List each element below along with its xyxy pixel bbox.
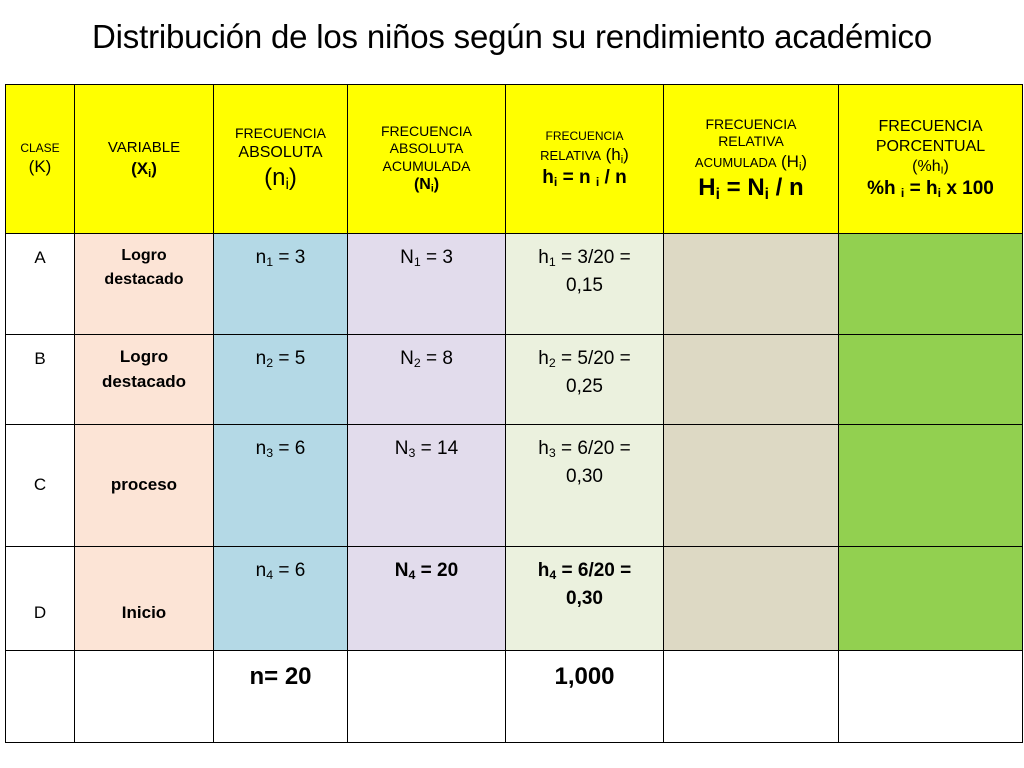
- porcentual-cell: [839, 234, 1023, 335]
- totals-row: [6, 651, 1023, 743]
- header-frecuencia-absoluta-acumulada: [348, 85, 506, 234]
- ni-cell: $n_4 = 6$: [214, 547, 348, 651]
- header-fr-l2: RELATIVA $(h_i)$: [540, 144, 629, 166]
- variable-line-1: Logro: [121, 247, 167, 264]
- total-n: n= 20: [214, 651, 348, 743]
- hi-cell: $h_3 = 6/20$ = 0,30: [506, 425, 664, 547]
- header-variable-symbol: $(X_i)$: [131, 158, 157, 180]
- Hi-cell: [664, 335, 839, 425]
- header-faa-l3: ACUMULADA: [382, 157, 471, 174]
- header-frecuencia-absoluta: [214, 85, 348, 234]
- hi-cell: $h_2 = 5/20$ = 0,25: [506, 335, 664, 425]
- variable-cell: [75, 335, 214, 425]
- hi-cell: $h_4 = 6/20$ = 0,30: [506, 547, 664, 651]
- clase-cell: B: [6, 335, 75, 425]
- hi-result: 0,25: [566, 375, 603, 397]
- hi-result: 0,30: [566, 465, 603, 487]
- header-frecuencia-relativa: [506, 85, 664, 234]
- header-fr-formula: $h_i = n$ $_i$ / n: [542, 166, 627, 189]
- Hi-cell: [664, 234, 839, 335]
- slide-title: Distribución de los niños según su rendimiento académico: [92, 18, 932, 55]
- ni-cell: $n_3 = 6$: [214, 425, 348, 547]
- header-fa-l1: FRECUENCIA: [234, 125, 326, 142]
- hi-result: 0,30: [566, 587, 603, 609]
- header-clase: [6, 85, 75, 234]
- Hi-cell: [664, 547, 839, 651]
- variable-cell: [75, 425, 214, 547]
- header-clase-l1: CLASE: [20, 140, 60, 155]
- header-fp-symbol: $(\%h_I)$: [912, 158, 949, 177]
- total-h: 1,000: [506, 651, 664, 743]
- header-fra-l3: ACUMULADA $(H_i)$: [694, 151, 808, 173]
- variable-line-1: Logro: [119, 347, 169, 366]
- header-fp-l2: PORCENTUAL: [875, 138, 986, 156]
- Ni-cell: $N_4 = 20$: [348, 547, 506, 651]
- clase-cell: A: [6, 234, 75, 335]
- porcentual-cell: [839, 335, 1023, 425]
- header-variable-l1: VARIABLE: [107, 139, 181, 156]
- header-frecuencia-relativa-acumulada: [664, 85, 839, 234]
- variable-line-2: destacado: [104, 271, 184, 288]
- porcentual-cell: [839, 425, 1023, 547]
- header-frecuencia-porcentual: [839, 85, 1023, 234]
- header-row: [6, 85, 1023, 234]
- variable-cell: [75, 547, 214, 651]
- Ni-cell: $N_2 = 8$: [348, 335, 506, 425]
- header-fp-formula: %h $_i = h_i$ x 100: [867, 178, 994, 201]
- hi-cell: $h_1 = 3/20$ = 0,15: [506, 234, 664, 335]
- clase-cell: C: [6, 425, 75, 547]
- hi-result: 0,15: [566, 274, 603, 296]
- total-empty-clase: [6, 651, 75, 743]
- total-empty-porcentual: [839, 651, 1023, 743]
- header-fra-l1: FRECUENCIA: [705, 115, 797, 132]
- Ni-cell: $N_1 = 3$: [348, 234, 506, 335]
- table-row: [6, 335, 1023, 425]
- frequency-table: [5, 84, 1023, 743]
- ni-cell: $n_2 = 5$: [214, 335, 348, 425]
- variable-cell: [75, 234, 214, 335]
- header-faa-l1: FRECUENCIA: [380, 122, 472, 139]
- header-clase-l2: (K): [28, 156, 52, 176]
- total-empty-variable: [75, 651, 214, 743]
- variable-line-1: proceso: [110, 475, 178, 495]
- header-faa-l2: ABSOLUTA: [389, 140, 464, 157]
- porcentual-cell: [839, 547, 1023, 651]
- header-fra-formula: $H_i = N_i / n$: [698, 173, 804, 203]
- table-row: [6, 547, 1023, 651]
- header-fr-l1: FRECUENCIA: [545, 128, 624, 143]
- Hi-cell: [664, 425, 839, 547]
- total-empty-Hi: [664, 651, 839, 743]
- header-fra-l2: RELATIVA: [718, 133, 784, 149]
- Ni-cell: $N_3 = 14$: [348, 425, 506, 547]
- clase-cell: D: [6, 547, 75, 651]
- table-row: [6, 425, 1023, 547]
- total-empty-Ni: [348, 651, 506, 743]
- header-faa-symbol: $(N_i)$: [413, 176, 440, 195]
- table-row: [6, 234, 1023, 335]
- variable-line-2: destacado: [101, 371, 187, 391]
- ni-cell: $n_1 = 3$: [214, 234, 348, 335]
- header-variable: [75, 85, 214, 234]
- header-fa-l2: ABSOLUTA: [238, 143, 323, 161]
- variable-line-1: Inicio: [121, 603, 167, 623]
- header-fa-symbol: $(n_i)$: [264, 163, 297, 193]
- header-fp-l1: FRECUENCIA: [878, 118, 983, 136]
